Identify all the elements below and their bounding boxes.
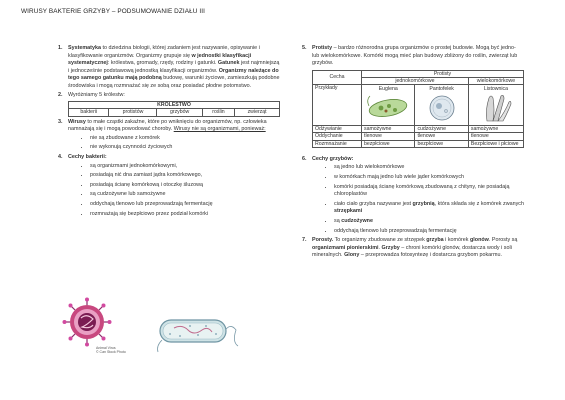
list-item: • w komórkach mają jedno lub wiele jąder komórkowych [334, 174, 524, 182]
list-item: • ciało ciało grzyba nazywane jest grzybnią, która składa się z komórek zwanych strzępkami [334, 201, 524, 216]
list-item: • są jedno lub wielokomórkowe [334, 164, 524, 172]
row-label: Odżywianie [313, 126, 362, 133]
kingdom-cell: zwierząt [235, 109, 280, 116]
table-cell: samożywne [362, 126, 415, 133]
kingdom-cell: bakterii [69, 109, 109, 116]
image-caption: Animal Virus © Can Stock Photo [96, 346, 126, 354]
protists-table [312, 70, 524, 148]
list-item: • oddychają tlenowo lub przeprowadzają fermentację [90, 201, 280, 209]
bacterium-illustration [154, 312, 240, 354]
jedno-header: jednokomórkowe [362, 77, 469, 84]
list-item: • oddychają tlenowo lub przeprowadzają fermentację [334, 228, 524, 236]
protisty-header: Protisty [362, 70, 524, 77]
list-item: • są cudzożywne lub samożywne [90, 191, 280, 199]
kingdom-cell: protistów [109, 109, 157, 116]
wielo-header: wielokomórkowe [468, 77, 523, 84]
table-cell: bezpłciowe [362, 140, 415, 147]
list-item: • komórki posiadają ścianę komórkową zbudowaną z chityny, nie posiadają chloroplastów [334, 184, 524, 199]
list-item: • nie wykonują czynności życiowych [90, 144, 280, 152]
section-porosty: 7. Porosty. To organizmy zbudowane ze strzępek grzyba i komórek glonów. Porosty są organizmami pionierskimi. Grzyby – chroni komórki glonów, dostarcza wody i soli mineralnych. Glony – przeprowadza fotosyntezę i dostarcza grzybom pokarmu. [302, 237, 518, 259]
pantofelek-cell: Pantofelek [415, 85, 468, 126]
euglena-icon [365, 92, 411, 122]
page-title: WIRUSY BAKTERIE GRZYBY – PODSUMOWANIE DZIAŁU III [21, 8, 206, 15]
przyklady-label: Przykłady [313, 85, 362, 126]
section-systematyka: 1. Systematyka to dziedzina biologii, której zadaniem jest nazywanie, opisywanie i klasyfikowanie organizmów. Organizmy grupuje się w jednostki klasyfikacji systematycznej: królestwa, gromady, rzędy, rodziny i gatunki. Gatunek jest najmniejszą i jednocześnie podstawową jednostką klasyfikacji organizmów. Organizmy należące do tego samego gatunku mają podobną budowę, warunki życiowe, zamieszkują podobne środowiska i mogą rozmnażać się ze sobą oraz posiadać płodne potomstwo. [58, 45, 280, 89]
kingdom-cell: roślin [202, 109, 234, 116]
table-cell: tlenowe [362, 133, 415, 140]
list-item: • posiadają ścianę komórkową i otoczkę śluzową [90, 182, 280, 190]
virus-bullets [68, 135, 280, 152]
list-item: • są cudzożywne [334, 218, 524, 226]
list-item: • są organizmami jednokomórkowymi, [90, 163, 280, 171]
kingdoms-table [68, 101, 280, 116]
section-protisty: 5. Protisty – bardzo różnorodna grupa organizmów o prostej budowie. Mogą być jedno- lub wielokomórkowe. Komórki mogą mieć plan budowy zbliżony do roślin, zwierząt lub grzybów. [302, 45, 518, 67]
section-bakterie: 4. Cechy bakterii: • są organizmami jednokomórkowymi, • posiadają nić dna zamiast jądra komórkowego, • posiadają ścianę komórkową i otoczkę śluzową • są cudzożywne lub samożywne • oddychają tlenowo lub przeprowadzają fermentację • rozmnażają się bezpłciowo przez podział komórki [58, 154, 280, 218]
table-cell: Bezpłciowe i płciowe [468, 140, 523, 147]
table-cell: cudzożywne [415, 126, 468, 133]
table-cell: samożywne [468, 126, 523, 133]
section-wirusy: 3. Wirusy to małe cząstki zakaźne, które po wniknięciu do organizmów, np. człowieka namnażają się i mogą powodować choroby. Wirusy nie są organizmami, ponieważ: • nie są zbudowane z komórek • nie wykonują czynności życiowych [58, 119, 280, 152]
virus-illustration [62, 297, 112, 347]
fungi-bullets [312, 164, 524, 235]
table-cell: tlenowe [415, 133, 468, 140]
row-label: Rozmnażanie [313, 140, 362, 147]
kingdom-cell: grzybów [157, 109, 202, 116]
list-item: • nie są zbudowane z komórek [90, 135, 280, 143]
left-column [58, 45, 280, 220]
kelp-icon [473, 92, 519, 122]
section-grzyby: 6. Cechy grzybów: • są jedno lub wielokomórkowe • w komórkach mają jedno lub wiele jąder komórkowych • komórki posiadają ścianę komórkową zbudowaną z chityny, nie posiadają chloroplastów • ciało ciało grzyba nazywane jest grzybnią, która składa się z komórek zwanych strzępkami • są cudzożywne • oddychają tlenowo lub przeprowadzają fermentację [302, 156, 524, 235]
listownica-cell: Listownica [468, 85, 523, 126]
right-column [302, 45, 524, 261]
table-cell: bezpłciowe [415, 140, 468, 147]
kingdoms-table-header: KRÓLESTWO [69, 102, 280, 109]
list-item: • rozmnażają się bezpłciowo przez podział komórki [90, 211, 280, 219]
row-label: Oddychanie [313, 133, 362, 140]
list-item: • posiadają nić dna zamiast jądra komórkowego, [90, 172, 280, 180]
table-cell: tlenowe [468, 133, 523, 140]
cecha-header: Cecha [313, 70, 362, 84]
euglena-cell: Euglena [362, 85, 415, 126]
bacteria-bullets [68, 163, 280, 219]
section-krolestwa: 2. Wyróżniamy 5 królestw: [58, 91, 125, 98]
paramecium-icon [419, 92, 465, 122]
